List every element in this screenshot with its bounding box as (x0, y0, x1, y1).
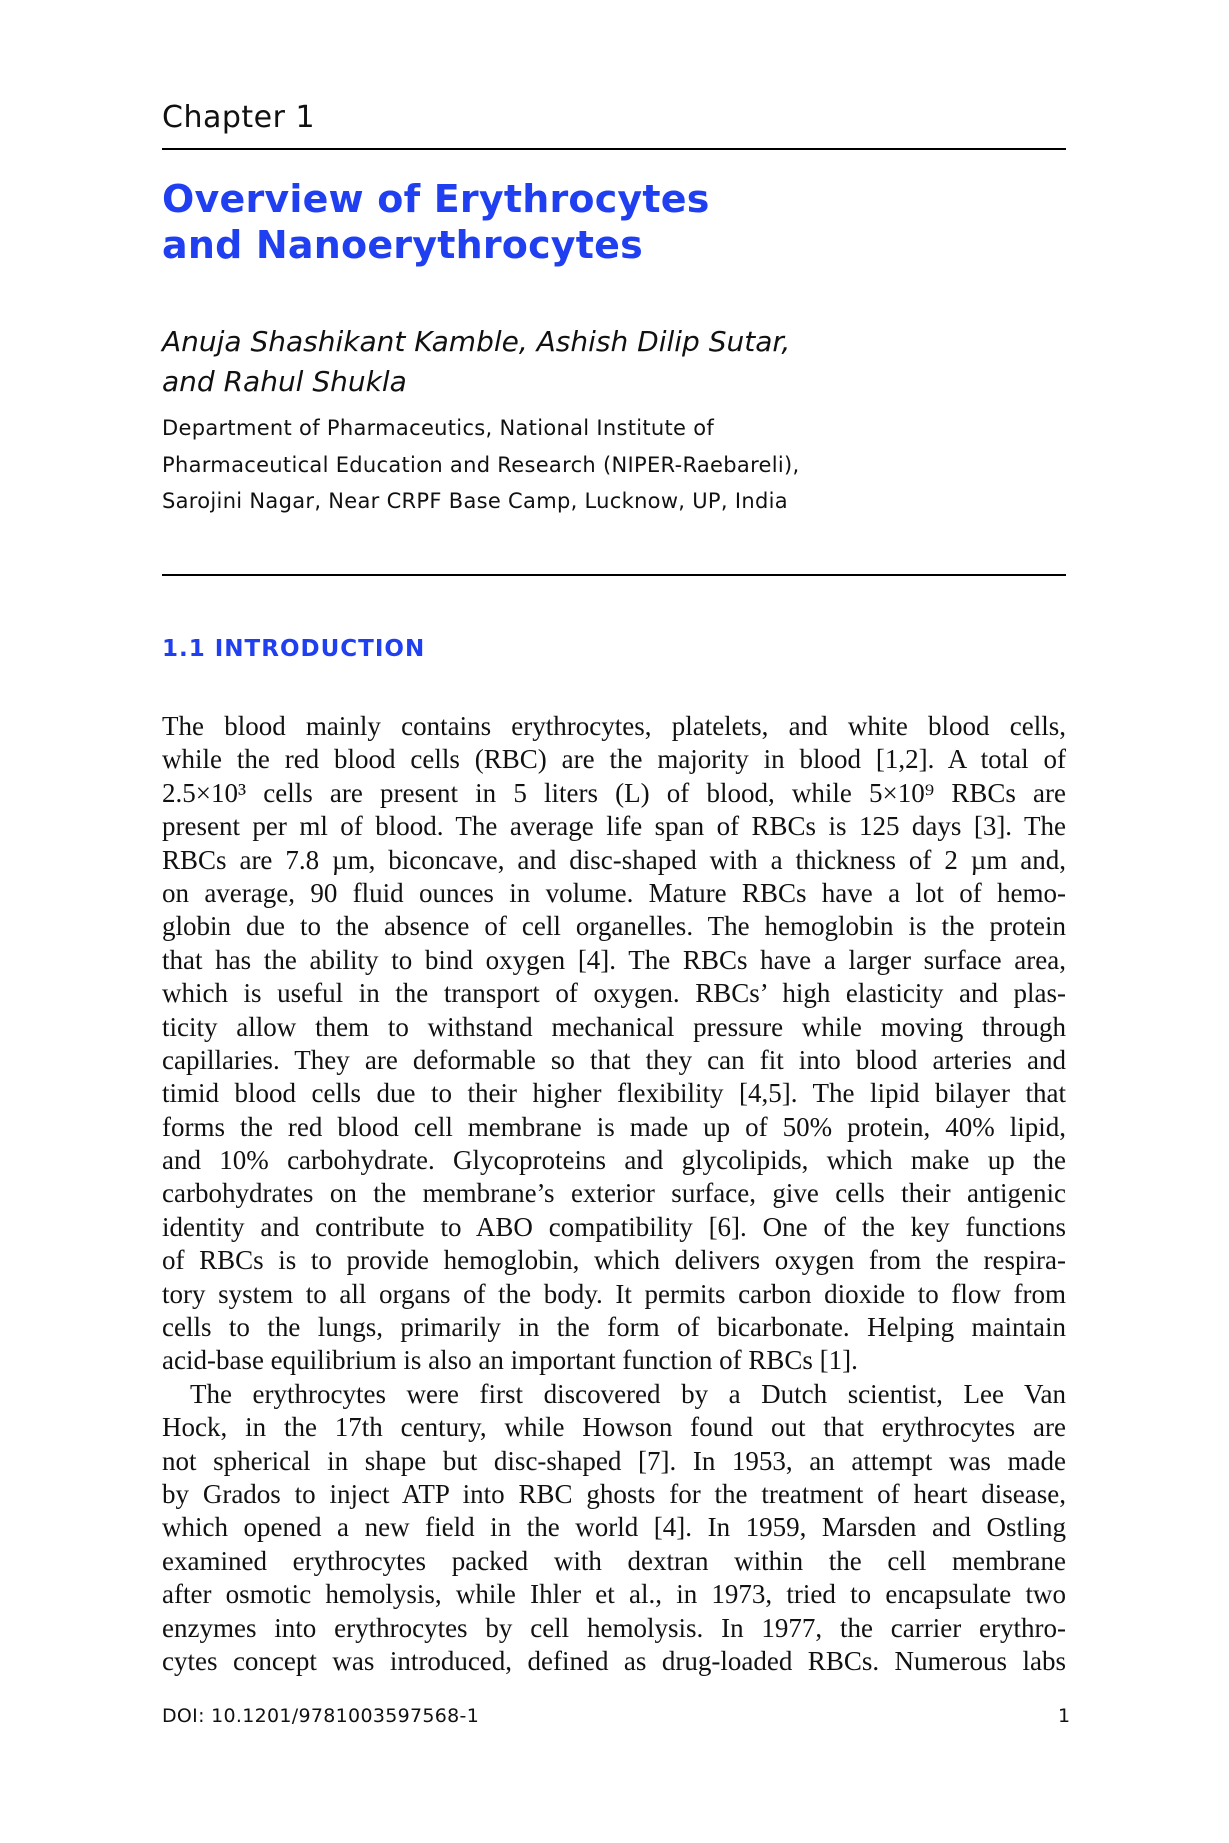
text-line: not spherical in shape but disc-shaped [7]. In 1953, an attempt was made (162, 1445, 1066, 1476)
section-heading: 1.1 INTRODUCTION (162, 636, 426, 662)
text-line: The erythrocytes were first discovered by a Dutch scientist, Lee Van (190, 1378, 1066, 1409)
author-line: Anuja Shashikant Kamble, Ashish Dilip Sutar, (162, 325, 791, 358)
chapter-rule (162, 148, 1066, 150)
text-line: Hock, in the 17th century, while Howson found out that erythrocytes are (162, 1412, 1066, 1443)
text-line: cells to the lungs, primarily in the form of bicarbonate. Helping maintain (162, 1312, 1066, 1343)
doi-footer: DOI: 10.1201/9781003597568-1 (162, 1705, 480, 1727)
chapter-title (162, 176, 710, 268)
chapter-label: Chapter 1 (162, 100, 316, 135)
text-line: on average, 90 fluid ounces in volume. Mature RBCs have a lot of hemo- (162, 877, 1066, 908)
text-line: acid-base equilibrium is also an important function of RBCs [1]. (162, 1345, 858, 1376)
affiliation (162, 410, 800, 520)
text-line: by Grados to inject ATP into RBC ghosts for the treatment of heart disease, (162, 1478, 1066, 1509)
text-line: present per ml of blood. The average life span of RBCs is 125 days [3]. The (162, 811, 1066, 842)
author-line: and Rahul Shukla (162, 365, 407, 398)
text-line: which is useful in the transport of oxygen. RBCs’ high elasticity and plas- (162, 978, 1066, 1009)
text-line: and 10% carbohydrate. Glycoproteins and glycolipids, which make up the (162, 1145, 1066, 1176)
affiliation-line: Department of Pharmaceutics, National Institute of (162, 416, 715, 440)
body-text (162, 710, 1066, 1678)
text-line: forms the red blood cell membrane is made up of 50% protein, 40% lipid, (162, 1111, 1066, 1142)
text-line: cytes concept was introduced, defined as drug-loaded RBCs. Numerous labs (162, 1645, 1066, 1676)
text-line: of RBCs is to provide hemoglobin, which delivers oxygen from the respira- (162, 1245, 1066, 1276)
text-line: 2.5×10³ cells are present in 5 liters (L) of blood, while 5×10⁹ RBCs are (162, 777, 1066, 808)
text-line: while the red blood cells (RBC) are the majority in blood [1,2]. A total of (162, 744, 1066, 775)
author-list (162, 322, 790, 402)
text-line: identity and contribute to ABO compatibility [6]. One of the key functions (162, 1211, 1066, 1242)
affiliation-line: Sarojini Nagar, Near CRPF Base Camp, Lucknow, UP, India (162, 489, 788, 513)
text-line: examined erythrocytes packed with dextran within the cell membrane (162, 1545, 1066, 1576)
section-divider (162, 574, 1066, 576)
paragraph (162, 710, 1066, 1378)
text-line: carbohydrates on the membrane’s exterior surface, give cells their antigenic (162, 1178, 1066, 1209)
text-line: tory system to all organs of the body. It permits carbon dioxide to flow from (162, 1278, 1066, 1309)
text-line: which opened a new field in the world [4]. In 1959, Marsden and Ostling (162, 1512, 1066, 1543)
text-line: that has the ability to bind oxygen [4]. The RBCs have a larger surface area, (162, 944, 1066, 975)
paragraph (162, 1378, 1066, 1679)
text-line: globin due to the absence of cell organelles. The hemoglobin is the protein (162, 911, 1066, 942)
text-line: timid blood cells due to their higher flexibility [4,5]. The lipid bilayer that (162, 1078, 1066, 1109)
affiliation-line: Pharmaceutical Education and Research (NIPER-Raebareli), (162, 452, 800, 477)
page-number: 1 (1058, 1705, 1071, 1727)
text-line: enzymes into erythrocytes by cell hemolysis. In 1977, the carrier erythro- (162, 1612, 1066, 1643)
chapter-title-line: and Nanoerythrocytes (162, 223, 643, 267)
chapter-title-line: Overview of Erythrocytes (162, 177, 710, 221)
text-line: after osmotic hemolysis, while Ihler et al., in 1973, tried to encapsulate two (162, 1579, 1066, 1610)
text-line: RBCs are 7.8 µm, biconcave, and disc-shaped with a thickness of 2 µm and, (162, 844, 1066, 875)
text-line: ticity allow them to withstand mechanical pressure while moving through (162, 1011, 1066, 1042)
text-line: The blood mainly contains erythrocytes, platelets, and white blood cells, (162, 711, 1066, 741)
text-line: capillaries. They are deformable so that they can fit into blood arteries and (162, 1044, 1066, 1075)
